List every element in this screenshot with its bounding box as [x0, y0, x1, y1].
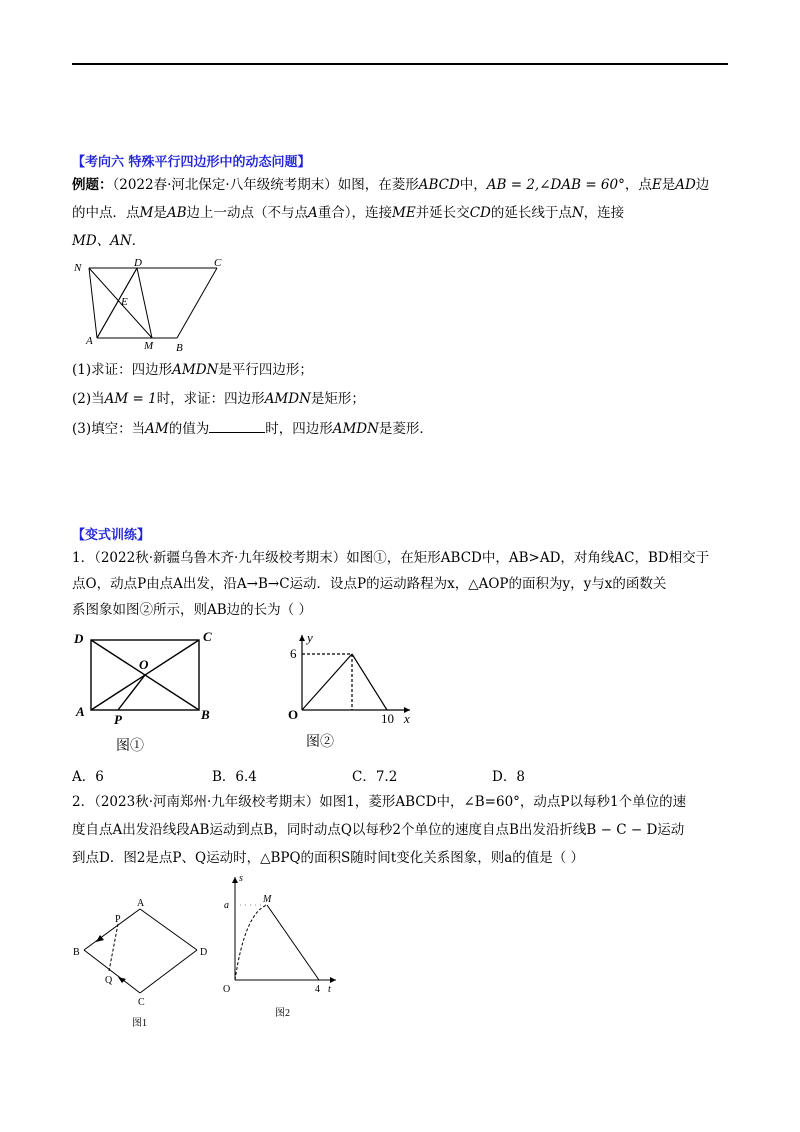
question-3: (3)填空：当AM的值为 时，四边形AMDN是菱形． — [72, 418, 433, 439]
p2-figure-1 — [72, 895, 222, 1035]
option-d[interactable]: D．8 — [492, 769, 525, 785]
svg-text:B: B — [73, 947, 80, 958]
fig-label: D — [134, 257, 142, 269]
svg-text:B: B — [201, 707, 210, 722]
fig-label: C — [214, 257, 222, 269]
svg-text:a: a — [224, 900, 229, 911]
option-c[interactable]: C．7.2 — [352, 769, 398, 785]
svg-text:t: t — [328, 984, 331, 995]
fig-label: E — [121, 296, 128, 308]
example-figure — [72, 258, 252, 353]
example-label: 例题： — [72, 177, 113, 193]
svg-text:P: P — [114, 712, 122, 727]
fig-label: B — [176, 342, 183, 354]
svg-text:4: 4 — [315, 984, 320, 995]
svg-text:C: C — [203, 629, 212, 644]
option-b[interactable]: B．6.4 — [212, 769, 257, 785]
p2-figure-2 — [220, 873, 350, 1018]
p1-figure-2 — [280, 627, 430, 757]
problem-1-line-1: 1．（2022秋·新疆乌鲁木齐·九年级校考期末）如图①，在矩形ABCD中，AB>AD，对角线AC，BD相交于 — [72, 550, 710, 566]
problem-2-line-1: 2．（2023秋·河南郑州·九年级校考期末）如图1，菱形ABCD中，∠B=60°，动点P以每秒1个单位的速 — [72, 794, 687, 810]
svg-text:x: x — [404, 711, 410, 726]
answer-blank[interactable] — [209, 418, 265, 433]
option-a[interactable]: A．6 — [72, 769, 104, 785]
svg-text:O: O — [223, 984, 231, 995]
fig-label: N — [74, 262, 82, 274]
section-title-1: 【考向六 特殊平行四边形中的动态问题】 — [72, 155, 311, 170]
example-line-2: 的中点．点M是AB边上一动点（不与点A重合），连接ME并延长交CD的延长线于点N，连接 — [72, 205, 625, 221]
svg-text:P: P — [115, 914, 121, 925]
fig-label: A — [86, 335, 93, 347]
svg-text:10: 10 — [381, 711, 394, 726]
problem-2-line-2: 度自点A出发沿线段AB运动到点B，同时动点Q以每秒2个单位的速度自点B出发沿折线B − C − D运动 — [72, 822, 685, 838]
p1-figure-1 — [72, 627, 222, 757]
problem-2-line-3: 到点D．图2是点P、Q运动时，△BPQ的面积S随时间t变化关系图象，则a的值是（ ） — [72, 850, 585, 866]
fig-caption: 图2 — [275, 1008, 290, 1019]
svg-text:A: A — [137, 898, 145, 909]
svg-text:C: C — [138, 997, 145, 1008]
section-title-2: 【变式训练】 — [72, 528, 151, 543]
question-2: (2)当AM = 1时，求证：四边形AMDN是矩形； — [72, 391, 365, 407]
fig-caption: 图1 — [132, 1018, 147, 1029]
svg-text:O: O — [288, 707, 299, 722]
svg-text:D: D — [74, 631, 84, 646]
svg-text:y: y — [307, 630, 313, 645]
fig-caption: 图② — [306, 735, 334, 750]
fig-label: M — [144, 340, 154, 352]
problem-1-line-3: 系图象如图②所示，则AB边的长为（ ） — [72, 602, 312, 618]
svg-text:M: M — [263, 894, 272, 905]
svg-text:D: D — [200, 947, 208, 958]
fig-caption: 图① — [116, 739, 144, 754]
svg-text:Q: Q — [105, 975, 113, 986]
example-line-1: 例题：（2022春·河北保定·八年级统考期末）如图，在菱形ABCD中，AB = 2,∠DAB = 60°，点E是AD边 — [72, 177, 710, 193]
svg-text:A: A — [76, 704, 85, 719]
example-line-3: MD、AN． — [72, 233, 146, 249]
svg-text:6: 6 — [290, 646, 297, 661]
svg-text:s: s — [239, 873, 243, 884]
problem-1-line-2: 点O，动点P由点A出发，沿A→B→C运动．设点P的运动路程为x，△AOP的面积为y，y与x的函数关 — [72, 576, 667, 592]
svg-text:O: O — [139, 657, 149, 672]
header-rule — [72, 63, 728, 65]
question-1: (1)求证：四边形AMDN是平行四边形； — [72, 362, 313, 378]
